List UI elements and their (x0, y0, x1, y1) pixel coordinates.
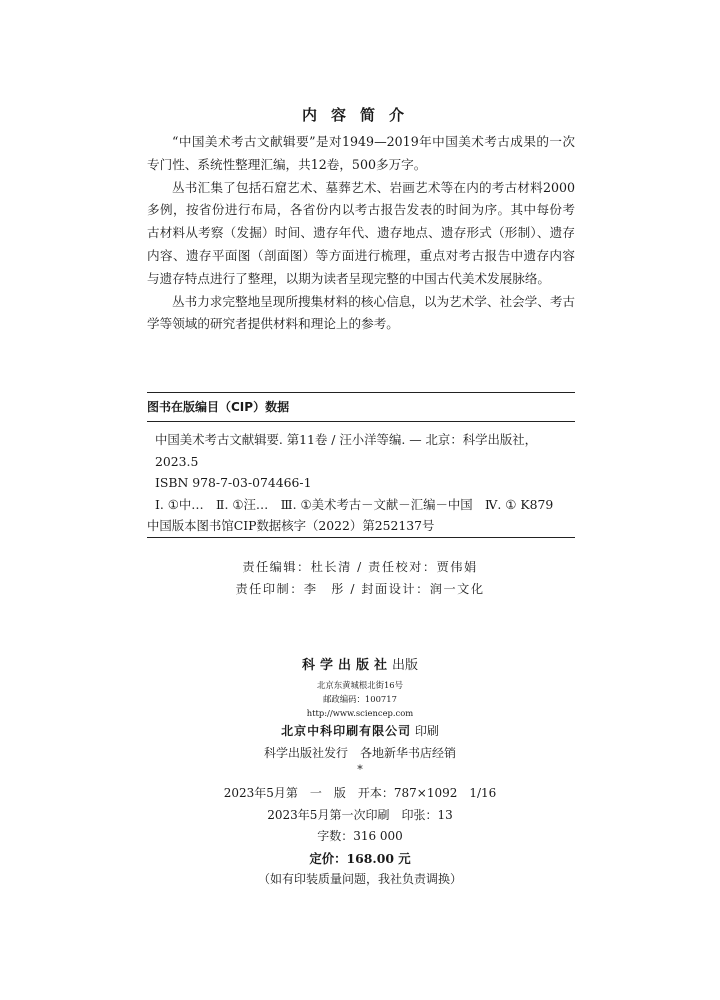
edition-line: 2023年5月第 一 版 开本：787×1092 1/16 (223, 786, 497, 800)
separator-asterisk: * (357, 763, 363, 776)
cip-record-number: 中国版本图书馆CIP数据核字（2022）第252137号 (147, 518, 435, 533)
printer-suffix: 印刷 (414, 724, 439, 738)
word-count-line: 字数：316 000 (317, 829, 403, 843)
price-line: 定价：168.00 元 (309, 850, 411, 866)
publisher-suffix: 出版 (392, 658, 419, 673)
publisher-postcode: 邮政编码：100717 (323, 694, 397, 704)
intro-paragraph: “中国美术考古文献辑要”是对1949—2019年中国美术考古成果的一次专门性、系统性整理汇编，共12卷，500多万字。 (147, 134, 575, 172)
quality-notice: （如有印装质量问题，我社负责调换） (257, 872, 462, 886)
distribution-line: 科学出版社发行 各地新华书店经销 (263, 746, 456, 760)
printer-line (0, 720, 720, 742)
publisher-address: 北京东黄城根北街16号 (316, 680, 404, 690)
intro-title: 内容简介 (301, 106, 418, 124)
intro-body (147, 131, 575, 336)
printing-line: 2023年5月第一次印刷 印张：13 (267, 807, 453, 822)
printer-name: 北京中科印刷有限公司 (281, 724, 412, 738)
staff-credits (0, 556, 720, 600)
cip-block (147, 392, 575, 538)
publisher-name: 科学出版社 (301, 658, 392, 673)
intro-paragraph: 丛书汇集了包括石窟艺术、墓葬艺术、岩画艺术等在内的考古材料2000多例，按省份进行布局，各省份内以考古报告发表的时间为序。其中每份考古材料从考察（发掘）时间、遗存年代、遗存地点、遗存形式（形制）、遗存内容、遗存平面图（剖面图）等方面进行梳理，重点对考古报告中遗存内容与遗存特点进行了整理，以期为读者呈现完整的中国古代美术发展脉络。 (147, 179, 575, 286)
cip-body (147, 422, 575, 537)
imprint-block (0, 654, 720, 776)
publisher-line (0, 654, 720, 678)
cip-heading: 图书在版编目（CIP）数据 (147, 393, 575, 422)
cip-isbn: ISBN 978-7-03-074466-1 (155, 475, 312, 490)
specs-block (0, 783, 720, 891)
publisher-website: http://www.sciencep.com (306, 708, 414, 718)
cip-record: 中国美术考古文献辑要. 第11卷 / 汪小洋等编. — 北京：科学出版社，2023.5 (155, 432, 538, 469)
staff-line-editors: 责任编辑：杜长清 / 责任校对：贾伟娟 (242, 560, 478, 574)
intro-paragraph: 丛书力求完整地呈现所搜集材料的核心信息，以为艺术学、社会学、考古学等领域的研究者提供材料和理论上的参考。 (147, 293, 575, 332)
staff-line-production: 责任印制：李 彤 / 封面设计：润一文化 (235, 582, 485, 596)
cip-classification: Ⅰ. ①中… Ⅱ. ①汪… Ⅲ. ①美术考古－文献－汇编－中国 Ⅳ. ① K879 (155, 496, 554, 512)
